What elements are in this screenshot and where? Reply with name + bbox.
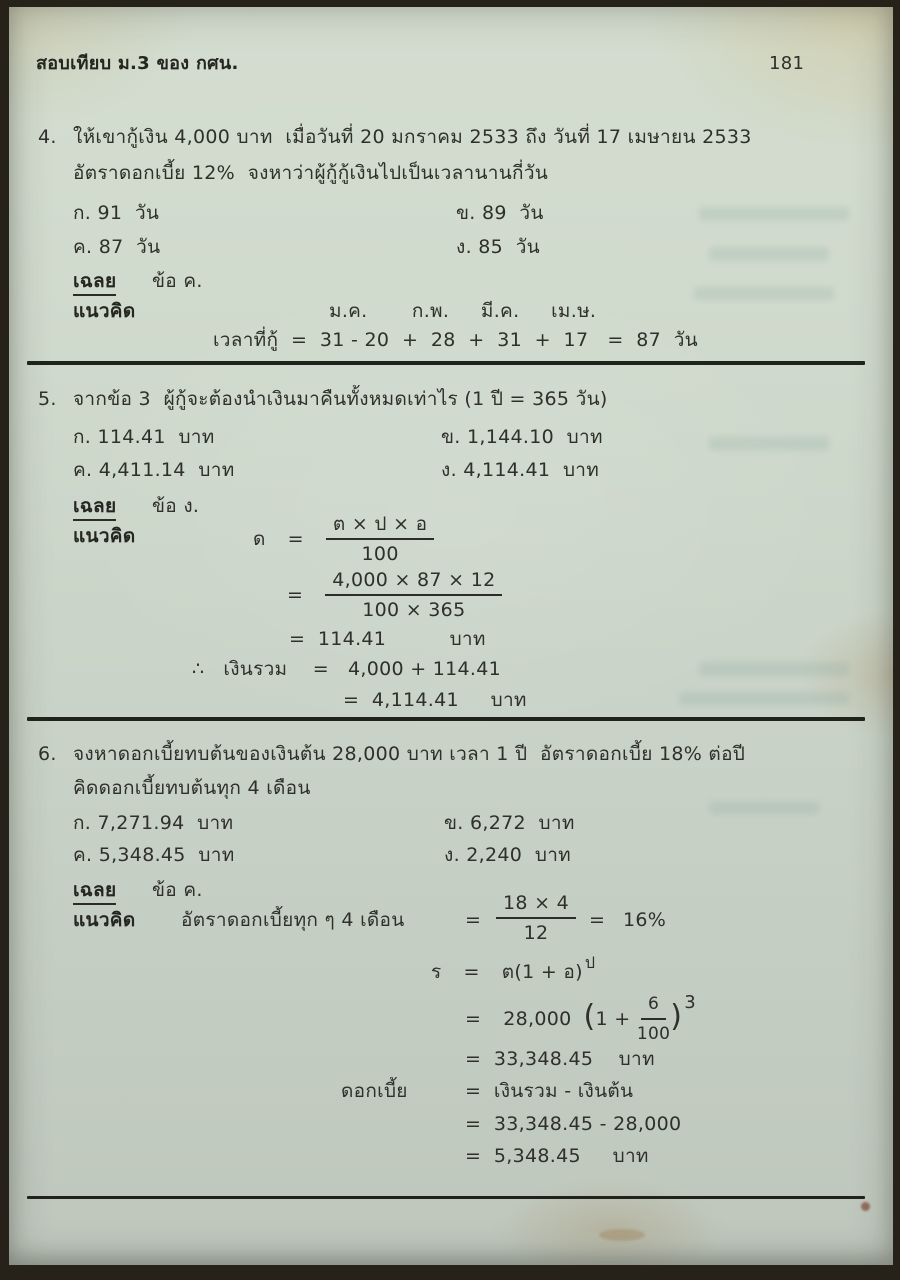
q6-interest-result: = 5,348.45 บาท — [465, 1145, 649, 1167]
q6-subst-fraction: $\frac{6}{100}$ — [636, 994, 671, 1044]
q6-answer-label: เฉลย — [73, 878, 116, 905]
q4-option-c: ค. 87 วัน — [73, 236, 161, 258]
q5-substitution-row — [287, 568, 502, 622]
q6-subst-mid: 1 + — [595, 1008, 637, 1030]
bleed-through-smudge — [679, 692, 849, 705]
stain-spot — [861, 1202, 870, 1211]
q6-text-line2: คิดดอกเบี้ยทบต้นทุก 4 เดือน — [73, 777, 311, 799]
q5-option-d: ง. 4,114.41 บาท — [441, 459, 600, 481]
q6-compound-rhs: ต(1 + อ) — [501, 961, 583, 983]
q5-result-line: = 114.41 บาท — [289, 628, 486, 650]
equals-sign: = — [463, 961, 480, 983]
q5-answer-label: เฉลย — [73, 494, 116, 521]
page-header-title: สอบเทียบ ม.3 ของ กศน. — [36, 53, 239, 74]
q6-answer-value: ข้อ ค. — [152, 879, 203, 901]
q6-interest-label: ดอกเบี้ย — [341, 1080, 408, 1102]
bleed-through-smudge — [709, 247, 829, 261]
q6-subst-amount: 28,000 — [503, 1008, 572, 1030]
q6-rate-result: 16% — [623, 909, 667, 931]
q6-option-a: ก. 7,271.94 บาท — [73, 812, 234, 834]
stain-spot — [599, 1229, 645, 1241]
q6-text-line1: จงหาดอกเบี้ยทบต้นของเงินต้น 28,000 บาท เวลา 1 ปี อัตราดอกเบี้ย 18% ต่อปี — [73, 743, 746, 765]
q6-option-c: ค. 5,348.45 บาท — [73, 844, 235, 866]
q5-interest-formula-fraction: $\frac{\text{ต × ป × อ}}{100}$ — [326, 512, 435, 566]
equals-sign: = — [589, 909, 606, 931]
q6-subst-exponent: 3 — [684, 992, 696, 1013]
equals-sign: = — [465, 1008, 482, 1030]
q5-number: 5. — [38, 388, 57, 410]
q5-formula-lhs: ด — [253, 528, 266, 550]
bleed-through-smudge — [699, 662, 849, 676]
q4-option-b: ข. 89 วัน — [456, 202, 544, 224]
q6-compound-lhs: ร — [431, 961, 442, 983]
q4-months-row: ม.ค. ก.พ. มี.ค. เม.ษ. — [329, 300, 597, 322]
q5-option-b: ข. 1,144.10 บาท — [441, 426, 603, 448]
q6-compound-exponent: ป — [584, 953, 596, 972]
page-number: 181 — [769, 53, 805, 74]
q6-option-d: ง. 2,240 บาท — [444, 844, 571, 866]
q6-rate-label: อัตราดอกเบี้ยทุก ๆ 4 เดือน — [181, 909, 405, 931]
q5-sum-line: ∴ เงินรวม = 4,000 + 114.41 — [192, 658, 502, 680]
equals-sign: = — [287, 528, 304, 550]
q5-idea-label: แนวคิด — [73, 525, 136, 547]
q6-idea-label: แนวคิด — [73, 909, 136, 931]
open-paren: ( — [583, 999, 596, 1034]
scanned-book-page — [9, 7, 893, 1265]
q6-rate-fraction-wrap — [496, 891, 576, 945]
q6-option-b: ข. 6,272 บาท — [444, 812, 575, 834]
q5-text-line1: จากข้อ 3 ผู้กู้จะต้องนำเงินมาคืนทั้งหมดเท่าไร (1 ปี = 365 วัน) — [73, 388, 608, 410]
q4-answer-label: เฉลย — [73, 269, 116, 296]
q4-option-d: ง. 85 วัน — [456, 236, 540, 258]
q5-option-a: ก. 114.41 บาท — [73, 426, 215, 448]
bleed-through-smudge — [694, 287, 834, 300]
q6-number: 6. — [38, 743, 57, 765]
bottom-divider — [27, 1196, 865, 1199]
equals-sign: = — [465, 909, 482, 931]
q6-interest-definition: = เงินรวม - เงินต้น — [465, 1080, 634, 1102]
bleed-through-smudge — [709, 802, 819, 814]
q4-text-line2: อัตราดอกเบี้ย 12% จงหาว่าผู้กู้กู้เงินไปเป็นเวลานานกี่วัน — [73, 162, 549, 184]
q6-substitution-row — [465, 992, 694, 1046]
q4-duration-equation: เวลาที่กู้ = 31 - 20 + 28 + 31 + 17 = 87 วัน — [213, 329, 698, 351]
q5-formula-row — [253, 512, 434, 566]
section-divider — [27, 361, 865, 365]
q6-rate-fraction: $\frac{18 \times 4}{12}$ — [496, 891, 576, 945]
bleed-through-smudge — [709, 437, 829, 450]
bleed-through-smudge — [699, 207, 849, 221]
q4-answer-value: ข้อ ค. — [152, 270, 203, 292]
q5-answer-value: ข้อ ง. — [152, 495, 200, 517]
q4-option-a: ก. 91 วัน — [73, 202, 160, 224]
q4-text-line1: ให้เขากู้เงิน 4,000 บาท เมื่อวันที่ 20 มกราคม 2533 ถึง วันที่ 17 เมษายน 2533 — [73, 126, 752, 148]
section-divider — [27, 717, 865, 721]
q5-substitution-fraction: $\frac{4,000 \times 87 \times 12}{100 \times 365}$ — [325, 568, 502, 622]
q5-option-c: ค. 4,411.14 บาท — [73, 459, 235, 481]
q6-total-line: = 33,348.45 บาท — [465, 1048, 655, 1070]
q6-interest-calculation: = 33,348.45 - 28,000 — [465, 1113, 682, 1135]
q4-idea-label: แนวคิด — [73, 300, 136, 322]
q5-total-line: = 4,114.41 บาท — [343, 689, 527, 711]
q4-number: 4. — [38, 126, 57, 148]
q6-compound-formula-row — [431, 953, 596, 984]
equals-sign: = — [287, 584, 304, 606]
close-paren: ) — [670, 999, 683, 1034]
